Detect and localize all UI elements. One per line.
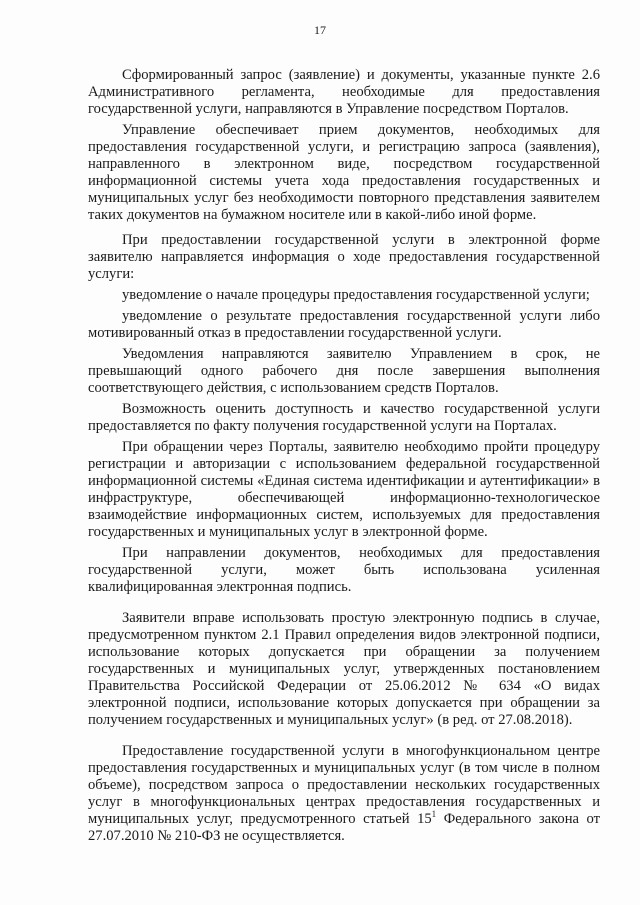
paragraph: Заявители вправе использовать простую электронную подпись в случае, предусмотренном пунктом 2.1 Правил определения видов электронной подписи, использование которых допускается при обращении за получением государственных и муниципальных услуг, утвержденных постановлением Правительства Российской Федерации от 25.06.2012 № 634 «О видах электронной подписи, использование которых допускается при обращении за получением государственных и муниципальных услуг» (в ред. от 27.08.2018). [88, 610, 600, 728]
paragraph: уведомление о начале процедуры предоставления государственной услуги; [122, 287, 590, 303]
paragraph: Сформированный запрос (заявление) и документы, указанные пункте 2.6 Административного регламента, необходимые для предоставления государственной услуги, направляются в Управление посредством Порталов. [88, 67, 600, 117]
paragraph: Управление обеспечивает прием документов, необходимых для предоставления государственной услуги, и регистрацию запроса (заявления), направленного в электронном виде, посредством государственной информационной системы учета хода предоставления государственных и муниципальных услуг без необходимости повторного представления заявителем таких документов на бумажном носителе или в какой-либо иной форме. [88, 122, 600, 223]
final-paragraph [88, 743, 600, 845]
paragraph: При предоставлении государственной услуги в электронной форме заявителю направляется информация о ходе предоставления государственной услуги: [88, 232, 600, 282]
paragraph: уведомление о результате предоставления государственной услуги либо мотивированный отказ в предоставлении государственной услуги. [88, 308, 600, 341]
article-superscript: 1 [431, 809, 437, 820]
article-number: 15 [417, 811, 432, 827]
paragraph: При обращении через Порталы, заявителю необходимо пройти процедуру регистрации и авторизации с использованием федеральной государственной информационной системы «Единая система идентификации и аутентификации» в инфраструктуре, обеспечивающей информационно-технологическое взаимодействие информационных систем, используемых для предоставления государственных и муниципальных услуг в электронной форме. [88, 439, 600, 540]
paragraph-text: Предоставление государственной услуги в многофункциональном центре предоставления государственных и муниципальных услуг (в том числе в полном объеме), посредством запроса о предоставлении нескольких государственных услуг в многофункциональных центрах предоставления государственных и муниципальных услуг, предусмотренного статьей [88, 743, 600, 827]
page-number: 17 [314, 23, 326, 37]
document-body [88, 67, 600, 845]
paragraph-tail: Федерального закона от 27.07.2010 № 210-ФЗ не осуществляется. [88, 811, 601, 844]
paragraph: Уведомления направляются заявителю Управлением в срок, не превышающий одного рабочего дня после завершения выполнения соответствующего действия, с использованием средств Порталов. [88, 346, 600, 396]
paragraph: Возможность оценить доступность и качество государственной услуги предоставляется по факту получения государственной услуги на Порталах. [88, 401, 600, 434]
paragraph: При направлении документов, необходимых для предоставления государственной услуги, может быть использована усиленная квалифицированная электронная подпись. [88, 545, 600, 595]
